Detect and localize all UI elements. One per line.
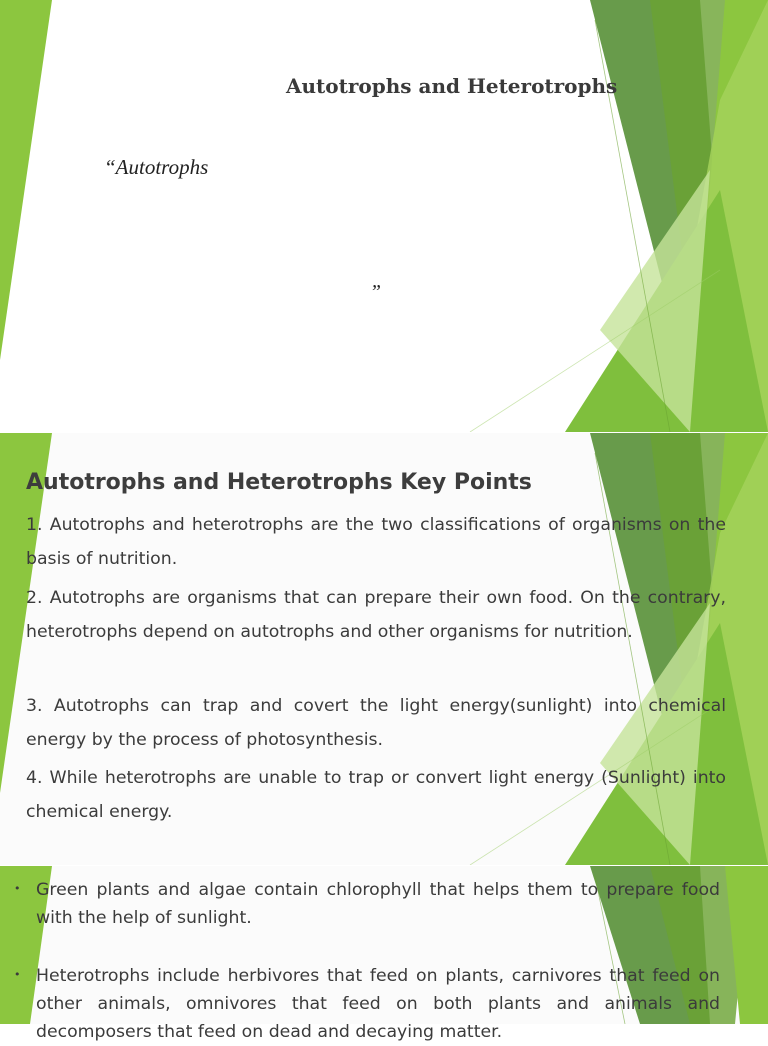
bullet-marker: • <box>14 968 21 981</box>
slide-1-decoration <box>0 0 768 432</box>
quote-text: “Autotrophs <box>104 155 209 179</box>
slide-1 <box>0 0 768 432</box>
closing-quote-mark: „ <box>372 270 384 292</box>
slide-title: Autotrophs and Heterotrophs <box>286 74 618 98</box>
key-point-2: 2. Autotrophs are organisms that can prepare their own food. On the contrary, heterotrophs depend on autotrophs and other organisms for nutrition. <box>26 588 726 642</box>
bullet-item-1: Green plants and algae contain chlorophyll that helps them to prepare food with the help of sunlight. <box>36 880 720 928</box>
key-point-4: 4. While heterotrophs are unable to trap or convert light energy (Sunlight) into chemical energy. <box>26 768 726 822</box>
bullet-marker: • <box>14 882 21 895</box>
key-points-title: Autotrophs and Heterotrophs Key Points <box>26 470 532 495</box>
bullet-item-2: Heterotrophs include herbivores that feed on plants, carnivores that feed on other animals, omnivores that feed on both plants and animals and decomposers that feed on dead and decaying matter. <box>36 966 720 1042</box>
key-point-3: 3. Autotrophs can trap and covert the light energy(sunlight) into chemical energy by the process of photosynthesis. <box>26 696 726 750</box>
key-point-1: 1. Autotrophs and heterotrophs are the two classifications of organisms on the basis of nutrition. <box>26 515 726 569</box>
